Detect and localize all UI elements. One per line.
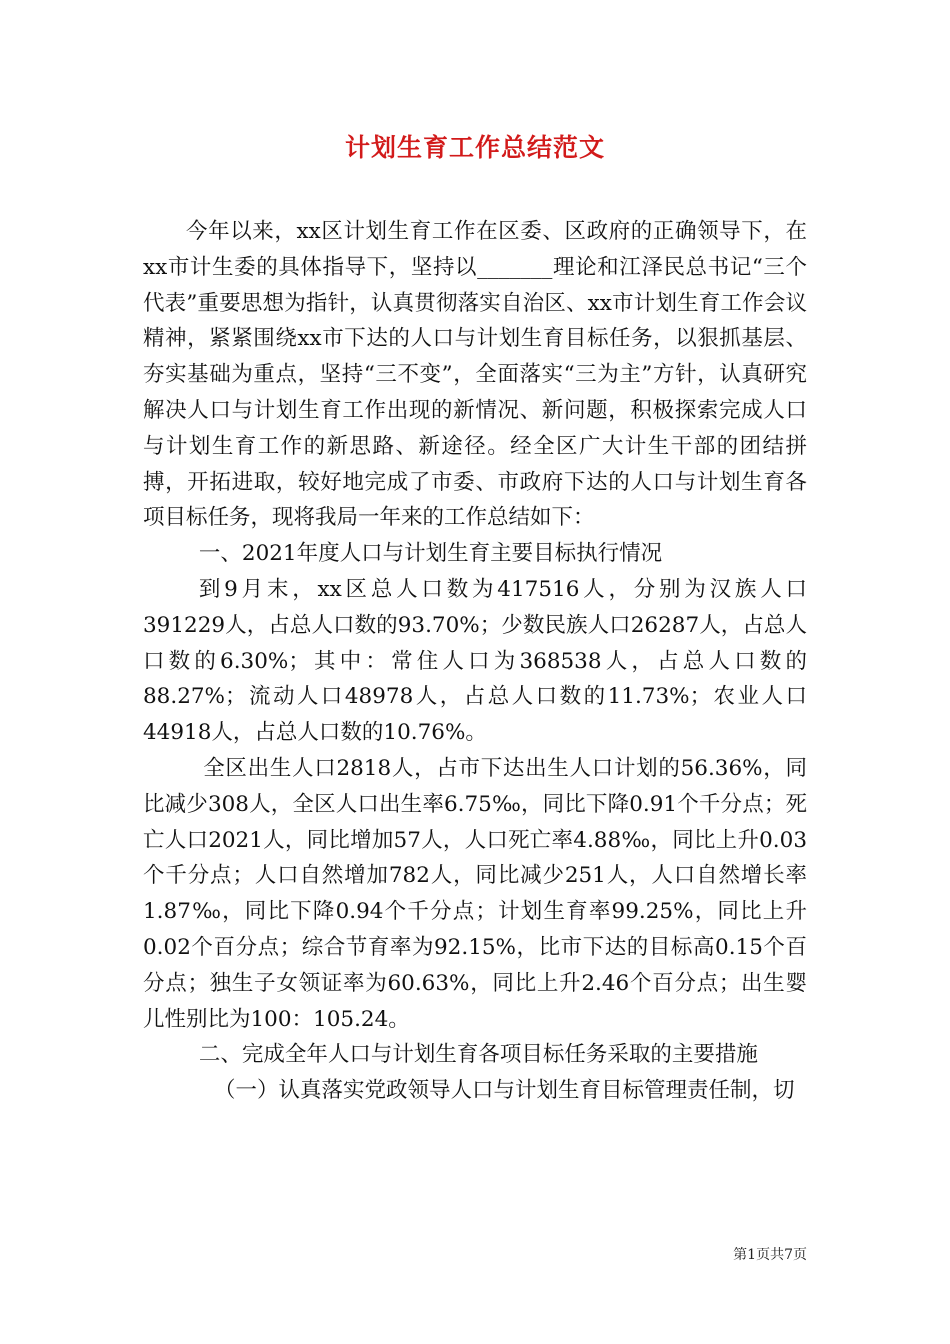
document-title: 计划生育工作总结范文 — [344, 133, 605, 162]
paragraph-birth-stats: 全区出生人口2818人，占市下达出生人口计划的56.36%，同比减少308人，全区人口出生率6.75‰，同比下降0.91个千分点；死亡人口2021人，同比增加57人，人口死亡率4.88‰，同比上升0.03个千分点；人口自然增加782人，同比减少251人，人口自然增长率1.87‰，同比下降0.94个千分点；计划生育率99.25%，同比上升0.02个百分点；综合节育率为92.15%，比市下达的目标高0.15个百分点；独生子女领证率为60.63%，同比上升2.46个百分点；出生婴儿性别比为100：105.24。 — [143, 755, 807, 1032]
section-heading-2: 二、完成全年人口与计划生育各项目标任务采取的主要措施 — [198, 1042, 758, 1068]
page-number: 第1页共7页 — [733, 1247, 807, 1263]
document-body — [143, 214, 807, 1109]
paragraph-population: 到9月末，xx区总人口数为417516人，分别为汉族人口391229人，占总人口数的93.70%；少数民族人口26287人，占总人口数的6.30%；其中：常住人口为368538人，占总人口数的88.27%；流动人口48978人，占总人口数的11.73%；农业人口44918人，占总人口数的10.76%。 — [143, 576, 807, 746]
section-heading-1: 一、2021年度人口与计划生育主要目标执行情况 — [198, 541, 663, 567]
paragraph-intro: 今年以来，xx区计划生育工作在区委、区政府的正确领导下，在xx市计生委的具体指导下，坚持以_______理论和江泽民总书记“三个代表”重要思想为指针，认真贯彻落实自治区、xx市计划生育工作会议精神，紧紧围绕xx市下达的人口与计划生育目标任务，以狠抓基层、夯实基础为重点，坚持“三不变”，全面落实“三为主”方针，认真研究解决人口与计划生育工作出现的新情况、新问题，积极探索完成人口与计划生育工作的新思路、新途径。经全区广大计生干部的团结拼搏，开拓进取，较好地完成了市委、市政府下达的人口与计划生育各项目标任务，现将我局一年来的工作总结如下： — [143, 219, 807, 531]
paragraph-measure-1: （一）认真落实党政领导人口与计划生育目标管理责任制，切 — [213, 1078, 795, 1104]
